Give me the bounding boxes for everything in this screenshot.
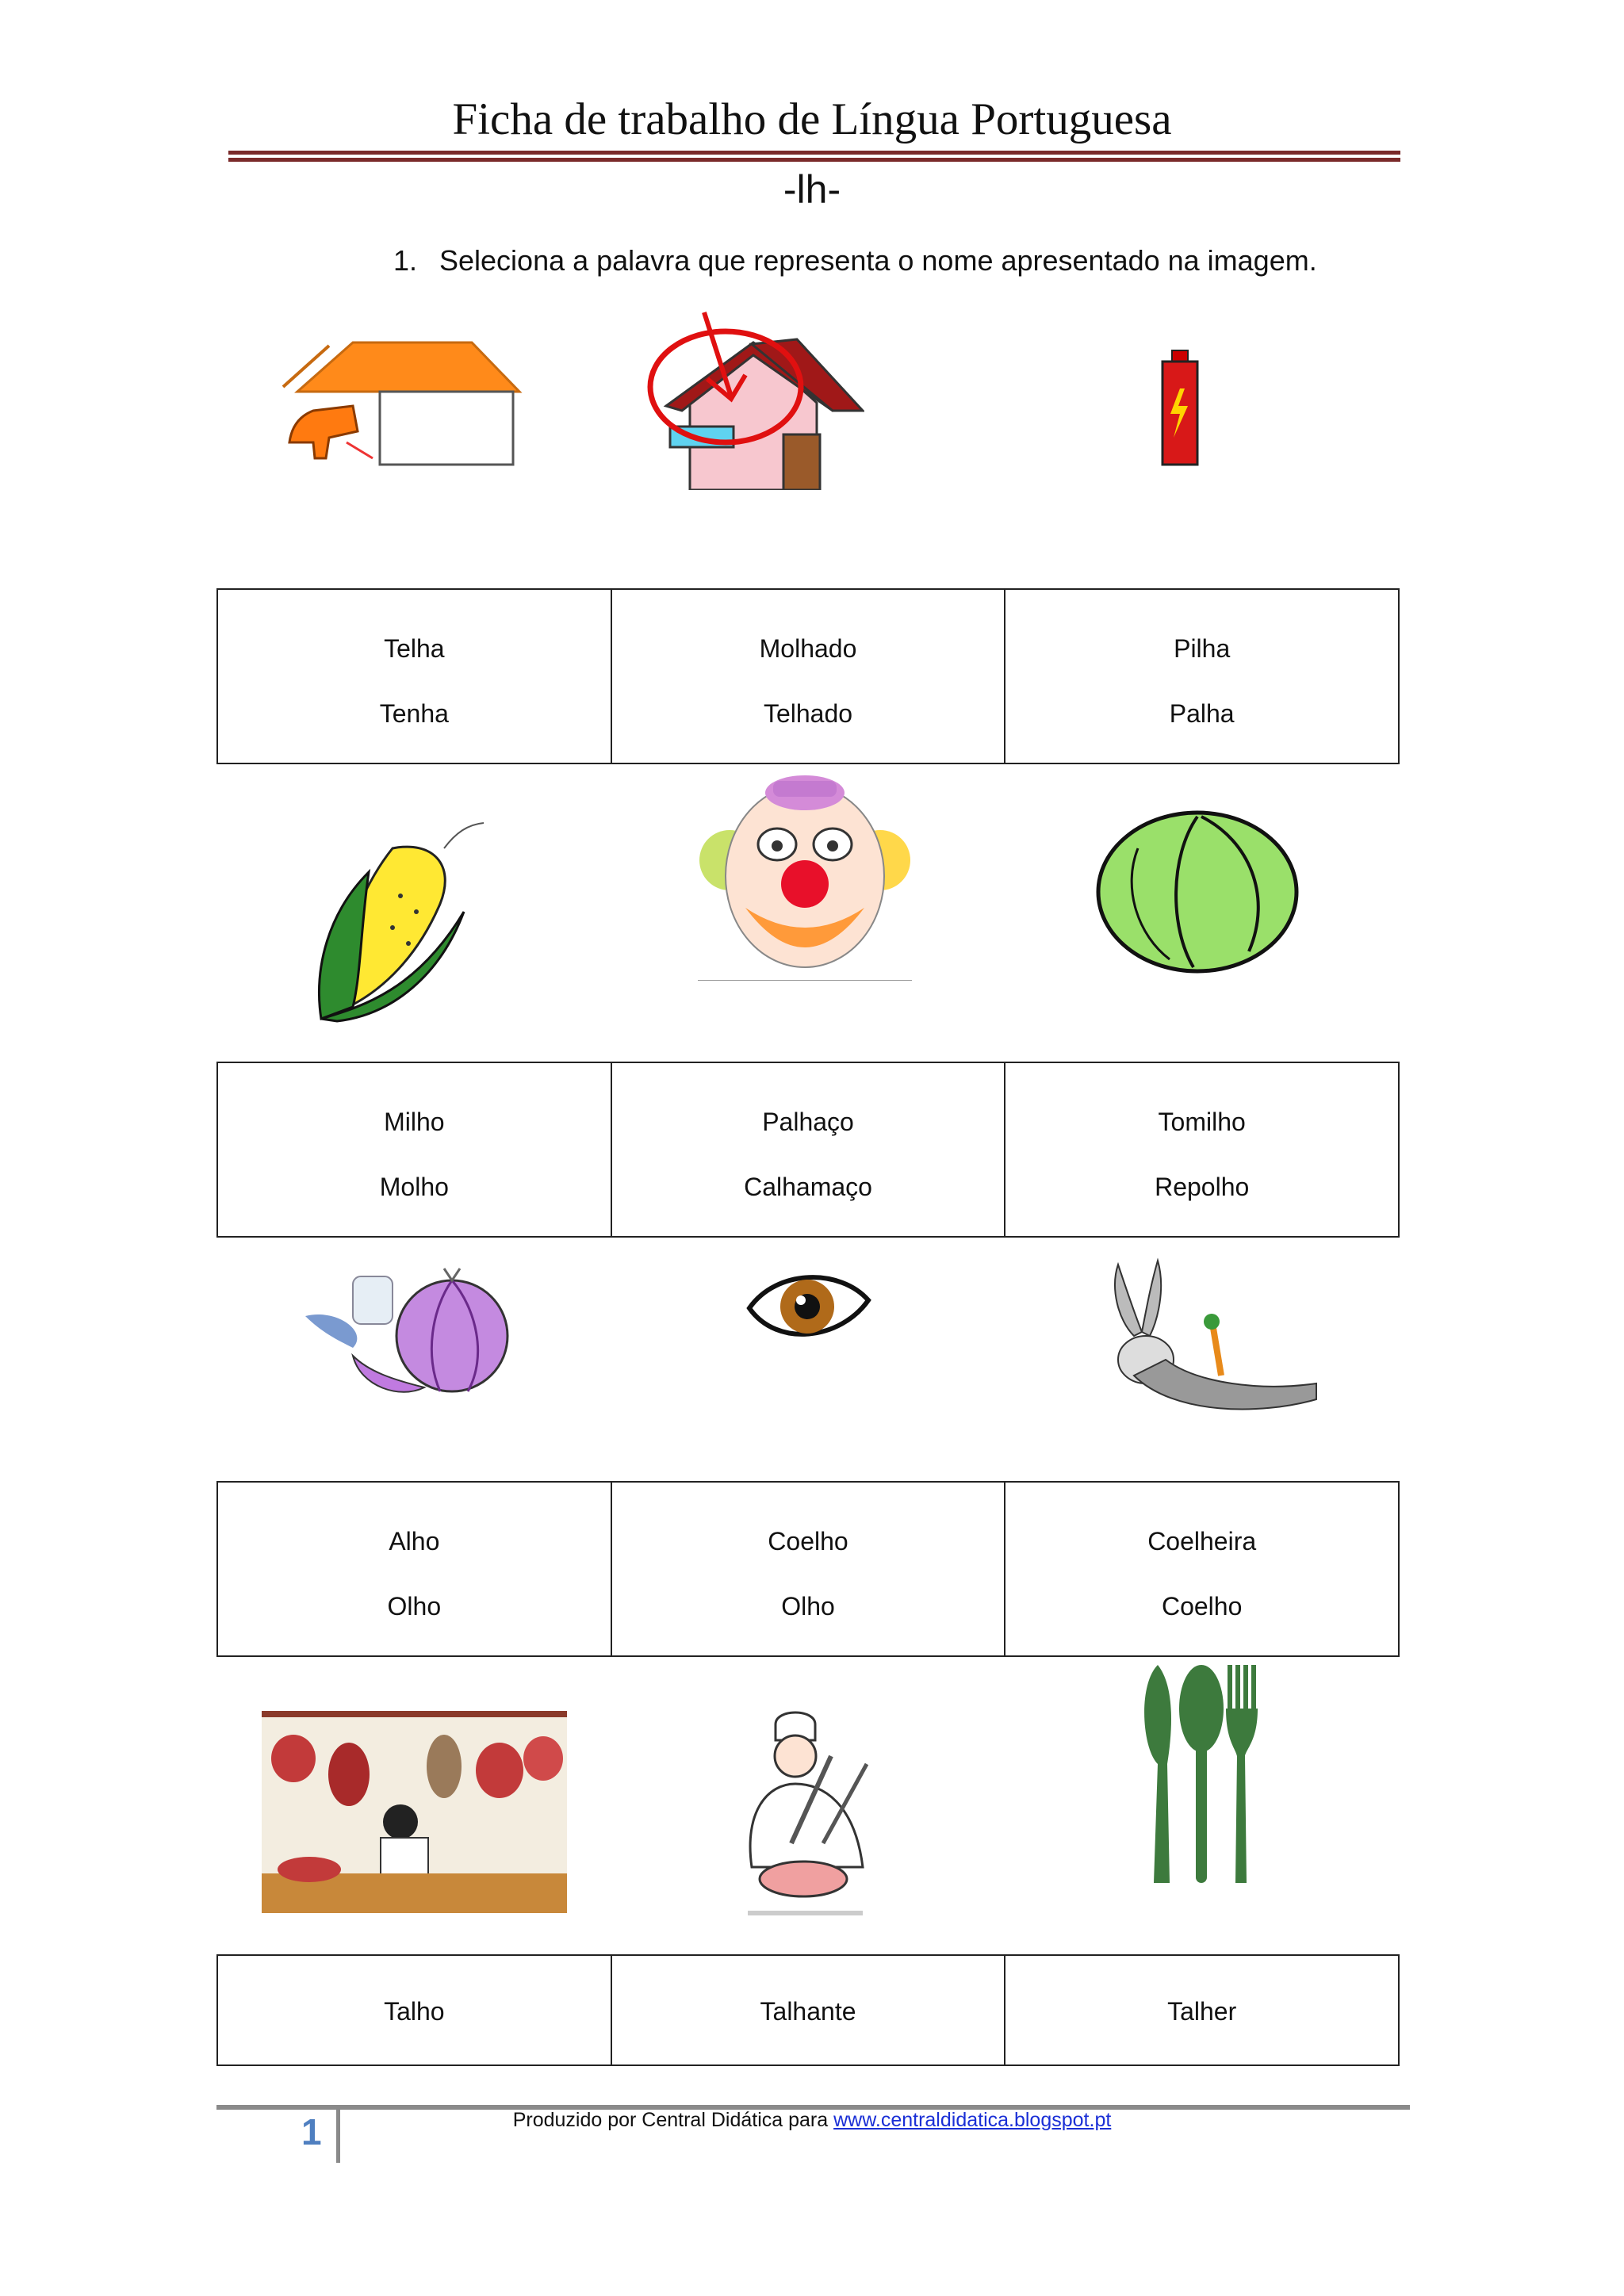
instruction-number: 1. bbox=[393, 244, 418, 277]
option-cell bbox=[218, 590, 612, 763]
rabbit-icon bbox=[1102, 1257, 1324, 1423]
butcher-icon bbox=[728, 1709, 887, 1919]
option-word[interactable]: Pilha bbox=[1174, 634, 1231, 663]
options-row-4 bbox=[216, 1954, 1400, 2066]
instruction bbox=[393, 244, 1317, 277]
option-word[interactable]: Palha bbox=[1169, 699, 1235, 728]
cutlery-icon bbox=[1142, 1661, 1261, 1891]
option-word[interactable]: Tenha bbox=[379, 699, 449, 728]
option-word[interactable]: Coelheira bbox=[1147, 1527, 1257, 1556]
option-word[interactable]: Calhamaço bbox=[744, 1173, 872, 1201]
option-cell bbox=[1005, 590, 1398, 763]
option-cell bbox=[218, 1063, 612, 1236]
option-word[interactable]: Talho bbox=[384, 1997, 445, 2026]
option-word[interactable]: Olho bbox=[387, 1592, 442, 1621]
corn-icon bbox=[305, 817, 496, 1023]
title-rule-2 bbox=[228, 158, 1400, 162]
footer-credit-text: Produzido por Central Didática para bbox=[512, 2109, 834, 2131]
option-cell bbox=[218, 1483, 612, 1655]
instruction-text: Seleciona a palavra que representa o nome apresentado na imagem. bbox=[439, 244, 1317, 277]
option-word[interactable]: Coelho bbox=[768, 1527, 848, 1556]
option-cell bbox=[218, 1956, 612, 2064]
option-cell bbox=[612, 1483, 1006, 1655]
cabbage-icon bbox=[1090, 793, 1304, 975]
option-cell bbox=[1005, 1483, 1398, 1655]
options-row-3 bbox=[216, 1481, 1400, 1657]
roof-icon bbox=[642, 308, 864, 490]
option-word[interactable]: Talher bbox=[1167, 1997, 1237, 2026]
footer-link[interactable]: www.centraldidatica.blogspot.pt bbox=[833, 2109, 1112, 2131]
option-word[interactable]: Milho bbox=[384, 1108, 445, 1136]
option-word[interactable]: Telhado bbox=[763, 699, 853, 728]
footer-credit bbox=[0, 2109, 1624, 2132]
option-word[interactable]: Olho bbox=[781, 1592, 835, 1621]
page-title: Ficha de trabalho de Língua Portuguesa bbox=[452, 94, 1172, 144]
option-word[interactable]: Repolho bbox=[1155, 1173, 1250, 1201]
clown-icon bbox=[698, 765, 912, 981]
battery-icon bbox=[1159, 349, 1201, 468]
butcher-shop-icon bbox=[262, 1711, 567, 1913]
option-word[interactable]: Molhado bbox=[759, 634, 857, 663]
option-word[interactable]: Tomilho bbox=[1158, 1108, 1246, 1136]
option-cell bbox=[612, 1063, 1006, 1236]
option-word[interactable]: Molho bbox=[379, 1173, 449, 1201]
options-row-2 bbox=[216, 1062, 1400, 1238]
option-cell bbox=[1005, 1063, 1398, 1236]
options-row-1 bbox=[216, 588, 1400, 764]
option-cell bbox=[1005, 1956, 1398, 2064]
option-word[interactable]: Coelho bbox=[1161, 1592, 1243, 1621]
page-number: 1 bbox=[301, 2111, 322, 2152]
eye-icon bbox=[745, 1261, 872, 1356]
option-word[interactable]: Telha bbox=[384, 634, 445, 663]
garlic-icon bbox=[305, 1261, 515, 1399]
option-word[interactable]: Alho bbox=[389, 1527, 440, 1556]
option-word[interactable]: Talhante bbox=[760, 1997, 856, 2026]
option-cell bbox=[612, 1956, 1006, 2064]
roof-tile-icon bbox=[282, 339, 523, 473]
option-word[interactable]: Palhaço bbox=[762, 1108, 854, 1136]
page-subtitle: -lh- bbox=[783, 167, 841, 212]
option-cell bbox=[612, 590, 1006, 763]
title-rule bbox=[228, 151, 1400, 155]
